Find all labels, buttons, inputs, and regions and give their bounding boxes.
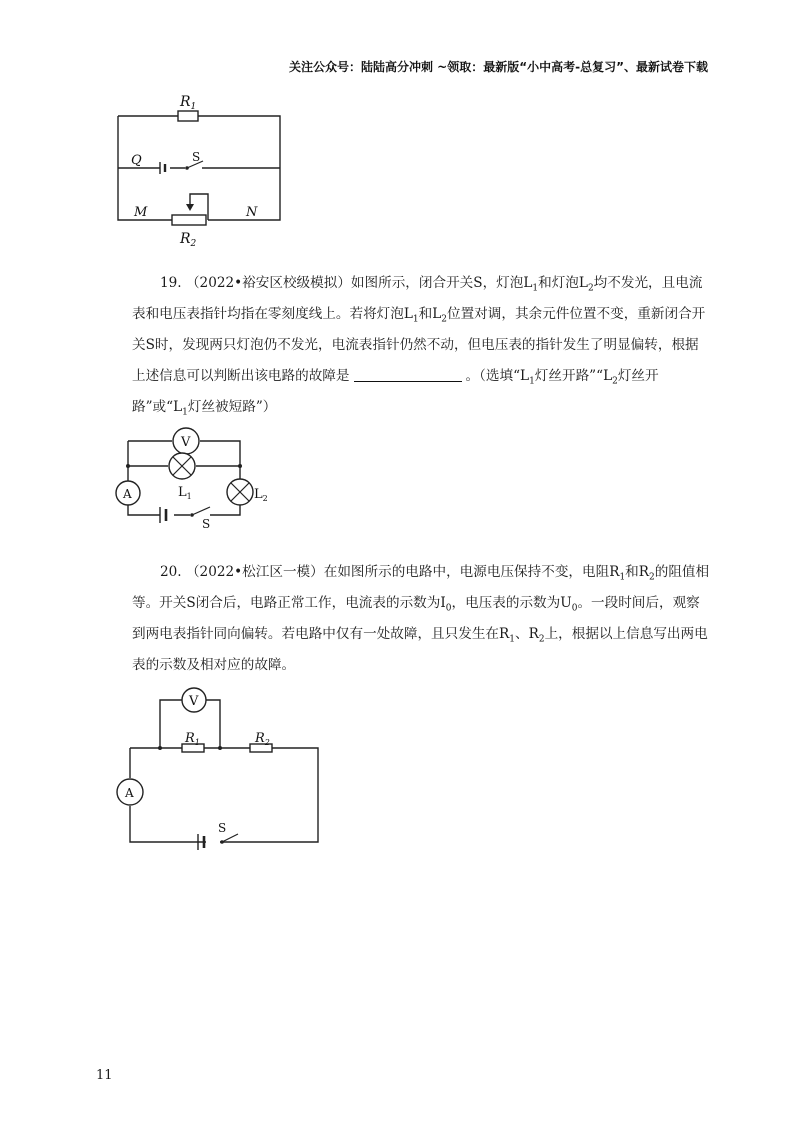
label-r1: $R_1$ bbox=[185, 731, 200, 747]
ammeter bbox=[117, 779, 143, 805]
label-q: Q bbox=[131, 153, 142, 168]
page-header: 关注公众号：陆陆高分冲刺 ~领取：最新版“小中高考-总复习”、最新试卷下载 bbox=[289, 60, 708, 74]
question-number: 19. bbox=[160, 275, 182, 291]
switch-s bbox=[222, 834, 238, 842]
question-19: 19. （2022•裕安区校级模拟）如图所示，闭合开关S，灯泡$L_1$和灯泡$L_2$均不发光，且电流表和电压表指针均指在零刻度线上。若将灯泡$L_1$和$L_2$位置对调，其余元件位置不变，重新闭合开关S时，发现两只灯泡仍不发光，电流表指针仍然不动，但电压表的指针发生了明显偏转，根据上述信息可以判断出该电路的故障是 。（选填“$L_1$灯丝开路$”“L_2$灯丝开路”或“$L_1$灯丝被短路”） bbox=[132, 275, 706, 418]
label-n: N bbox=[246, 205, 258, 220]
question-source: （2022•裕安区校级模拟） bbox=[185, 275, 351, 291]
question-number: 20. bbox=[160, 564, 182, 580]
question-source: （2022•松江区一模） bbox=[185, 564, 324, 580]
question-20: 20. （2022•松江区一模）在如图所示的电路中，电源电压保持不变，电阻$R_1$和$R_2$的阻值相等。开关S闭合后，电路正常工作，电流表的示数为$I_0$，电压表的示数为$U_0$。一段时间后，观察到两电表指针同向偏转。若电路中仅有一处故障，且只发生在$R_1$、$R_2$上，根据以上信息写出两电表的示数及相对应的故障。 bbox=[132, 564, 710, 673]
label-r2: $R_2$ bbox=[255, 731, 270, 747]
svg-text:A: A bbox=[123, 487, 132, 501]
svg-text:V: V bbox=[181, 435, 191, 450]
label-l2: $L_2$ bbox=[254, 487, 268, 503]
voltmeter bbox=[182, 688, 206, 712]
svg-text:A: A bbox=[125, 786, 134, 800]
label-l1: $L_1$ bbox=[178, 485, 192, 501]
page-number: 11 bbox=[96, 1068, 113, 1083]
label-s: S bbox=[192, 150, 201, 164]
label-r2: $R_2$ bbox=[180, 231, 197, 249]
label-r1: $R_1$ bbox=[180, 94, 197, 112]
label-m: M bbox=[134, 205, 148, 220]
label-s: S bbox=[218, 821, 227, 835]
svg-text:V: V bbox=[189, 694, 199, 709]
label-s: S bbox=[202, 517, 211, 531]
